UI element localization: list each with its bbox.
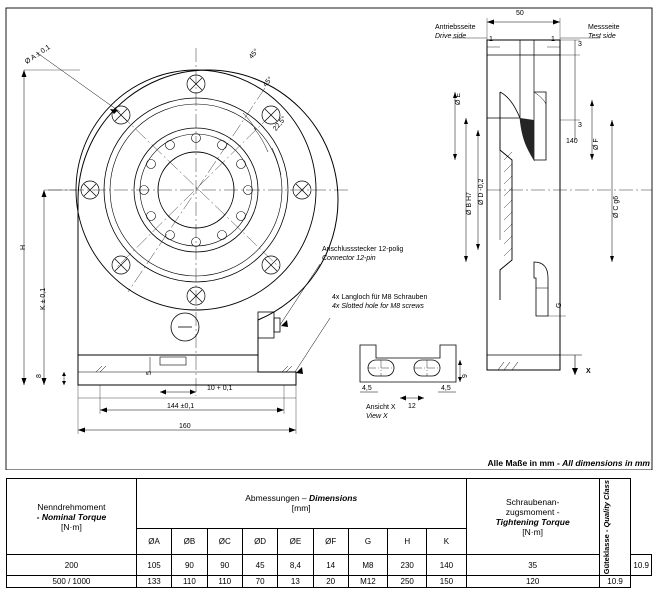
view-label-en: View X <box>366 413 388 420</box>
dim-label-3a: 3 <box>578 41 582 48</box>
dim-label-3b: 3 <box>578 122 582 129</box>
header-tightening-torque <box>466 479 599 555</box>
cell-g: M12 <box>348 576 387 588</box>
cell-dia-f: 14 <box>313 555 348 576</box>
cell-quality: 10.9 <box>631 555 652 576</box>
cell-k: 140 <box>427 555 466 576</box>
cell-dia-f: 20 <box>313 576 348 588</box>
dim-label-1a: 1 <box>489 36 493 43</box>
dim-label-h: H <box>20 244 27 250</box>
dim-label-angle-45a: 45° <box>248 47 261 61</box>
dim-label-dia-f: Ø F <box>593 138 600 150</box>
cell-h: 250 <box>388 576 427 588</box>
header-tight-de1: Schraubenan- <box>505 496 560 507</box>
dim-label-angle-45b: 45° <box>262 75 275 89</box>
cell-dia-c: 110 <box>207 576 242 588</box>
cell-dia-a: 133 <box>136 576 171 588</box>
view-label-de: Ansicht X <box>366 404 396 411</box>
col-header-dia-e: ØE <box>278 528 313 554</box>
header-dims-unit: [mm] <box>291 503 311 514</box>
dim-label-8: 8 <box>36 374 43 378</box>
header-torque-unit: [N·m] <box>61 521 82 532</box>
slot-label-en: 4x Slotted hole for M8 screws <box>332 303 424 310</box>
dim-label-dia-c: Ø C g6 <box>613 195 620 218</box>
dim-label-9: 9 <box>462 374 469 378</box>
dim-label-1b: 1 <box>551 36 555 43</box>
cell-quality: 10.9 <box>599 576 631 588</box>
cell-g: M8 <box>348 555 387 576</box>
cell-torque: 200 <box>7 555 137 576</box>
cell-k: 150 <box>427 576 466 588</box>
cell-dia-a: 105 <box>136 555 171 576</box>
header-quality-class <box>599 479 631 576</box>
header-dims-en: Dimensions <box>309 493 358 504</box>
specification-table <box>6 478 652 588</box>
header-nominal-torque <box>7 479 137 555</box>
dim-label-140: 140 <box>566 138 578 145</box>
drive-side-label-en: Drive side <box>435 33 467 40</box>
units-note: Alle Maße in mm - All dimensions in mm <box>487 458 650 468</box>
header-tight-unit: [N·m] <box>522 526 544 537</box>
dim-label-dia-e: Ø E <box>455 92 462 105</box>
col-header-dia-d: ØD <box>242 528 277 554</box>
slot-label-de: 4x Langloch für M8 Schrauben <box>332 294 428 301</box>
dim-label-50: 50 <box>516 10 524 17</box>
cell-dia-b: 110 <box>172 576 207 588</box>
cell-dia-e: 8,4 <box>278 555 313 576</box>
dim-label-160: 160 <box>179 423 191 430</box>
test-side-label-en: Test side <box>588 33 616 40</box>
dim-label-dia-b: Ø B H7 <box>466 192 473 215</box>
header-quality-de: Güteklasse - <box>601 529 611 575</box>
dim-label-45a: 4,5 <box>362 385 372 392</box>
dim-label-10: 10 + 0,1 <box>207 385 233 392</box>
connector-label-de: Anschlussstecker 12-polig <box>322 246 404 253</box>
dim-label-dia-d: Ø D -0,2 <box>478 178 485 205</box>
dim-label-45b: 4,5 <box>441 385 451 392</box>
header-quality-en: Quality Class <box>601 480 611 528</box>
cell-tightening: 35 <box>466 555 599 576</box>
cell-h: 230 <box>388 555 427 576</box>
view-marker-x: X <box>586 368 591 375</box>
col-header-h: H <box>388 528 427 554</box>
table-row <box>7 555 652 576</box>
cell-dia-b: 90 <box>172 555 207 576</box>
col-header-k: K <box>427 528 466 554</box>
cell-dia-d: 45 <box>242 555 277 576</box>
header-quality-vertical <box>602 480 611 574</box>
dim-label-dia-a: Ø A ± 0,1 <box>24 43 52 66</box>
cell-dia-e: 13 <box>278 576 313 588</box>
test-side-label-de: Messseite <box>588 24 620 31</box>
dim-label-144: 144 ±0,1 <box>167 403 195 410</box>
drive-side-label-de: Antriebsseite <box>435 24 476 31</box>
header-torque-en: - Nominal Torque <box>36 511 107 522</box>
col-header-dia-a: ØA <box>136 528 171 554</box>
table-row <box>7 576 652 588</box>
cell-dia-d: 70 <box>242 576 277 588</box>
connector-label-en: Connector 12-pin <box>322 255 376 262</box>
dim-label-5: 5 <box>146 371 153 375</box>
dim-label-k: K ± 0,1 <box>40 287 47 310</box>
header-dims-line1 <box>139 493 464 503</box>
dim-label-g: G <box>556 302 563 308</box>
header-tight-en: Tightening Torque <box>495 516 570 527</box>
col-header-dia-f: ØF <box>313 528 348 554</box>
cell-dia-c: 90 <box>207 555 242 576</box>
table-header-row-1 <box>7 479 652 529</box>
header-dimensions <box>136 479 466 529</box>
cell-torque: 500 / 1000 <box>7 576 137 588</box>
dim-label-angle-225: 22,5° <box>272 115 288 133</box>
col-header-dia-b: ØB <box>172 528 207 554</box>
header-torque-de: Nenndrehmoment <box>37 501 106 512</box>
header-tight-de2: zugsmoment - <box>505 506 560 517</box>
dim-label-12: 12 <box>408 403 416 410</box>
col-header-dia-c: ØC <box>207 528 242 554</box>
header-dims-de: Abmessungen – <box>245 493 307 504</box>
cell-tightening: 120 <box>466 576 599 588</box>
col-header-g: G <box>348 528 387 554</box>
